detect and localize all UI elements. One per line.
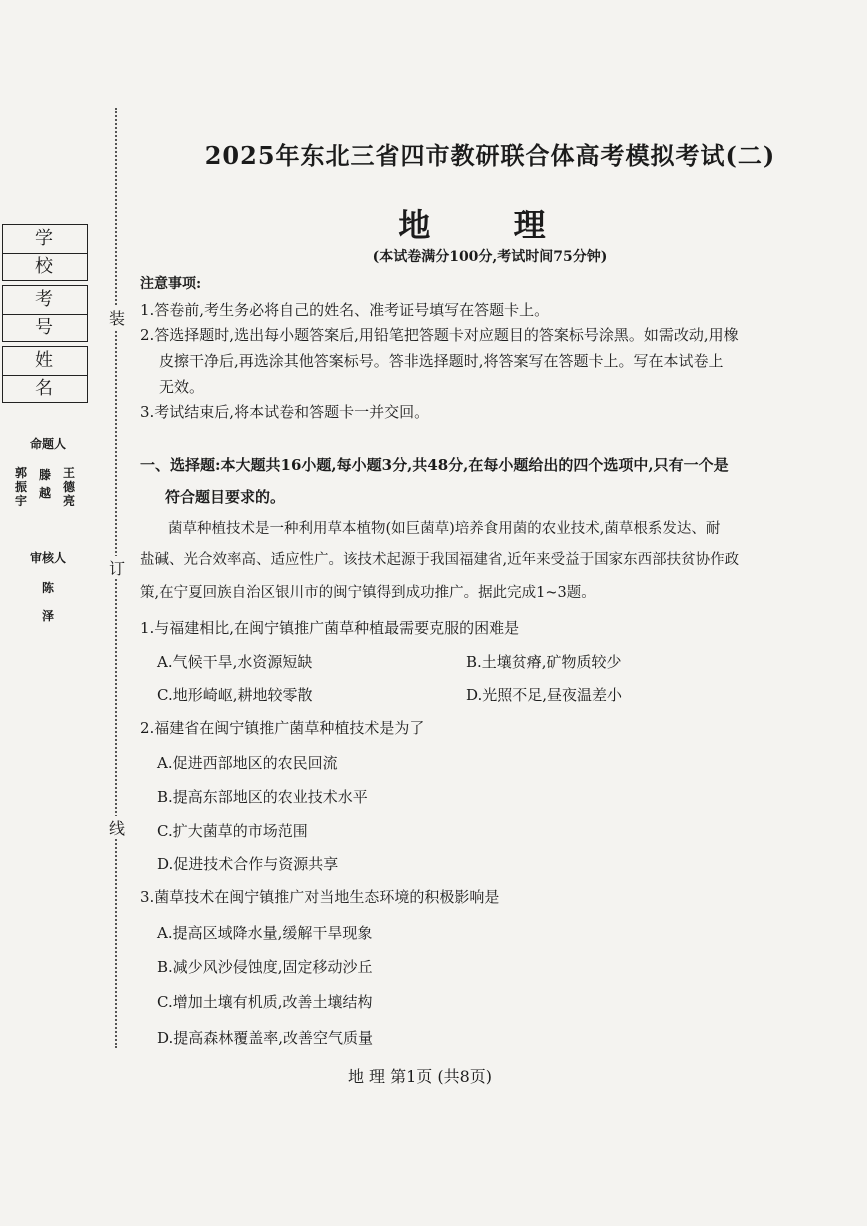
- question-3-option-b: B.减少风沙侵蚀度,固定移动沙丘: [157, 958, 373, 976]
- author-col-2: 滕越: [38, 468, 51, 500]
- notes-item-2-line-3: 无效。: [159, 378, 205, 396]
- question-3-option-d: D.提高森林覆盖率,改善空气质量: [157, 1029, 374, 1047]
- bind-char-ding: 订: [108, 556, 126, 579]
- question-2-option-a: A.促进西部地区的农民回流: [157, 754, 338, 772]
- notes-item-1: 1.答卷前,考生务必将自己的姓名、准考证号填写在答题卡上。: [140, 301, 550, 319]
- exam-number-label: 考 号: [3, 286, 87, 315]
- authors-label: 命题人: [29, 437, 66, 451]
- question-3-option-c: C.增加土壤有机质,改善土壤结构: [157, 993, 373, 1011]
- question-1-option-d: D.光照不足,昼夜温差小: [466, 686, 623, 704]
- section-1-heading-line-1: 一、选择题:本大题共16小题,每小题3分,共48分,在每小题给出的四个选项中,只有一个是: [140, 456, 729, 474]
- notes-item-2-line-2: 皮擦干净后,再选涂其他答案标号。答非选择题时,将答案写在答题卡上。写在本试卷上: [159, 352, 724, 370]
- notes-item-3: 3.考试结束后,将本试卷和答题卡一并交回。: [140, 403, 430, 421]
- bind-char-xian: 线: [108, 816, 126, 839]
- school-label: 学 校: [3, 225, 87, 254]
- exam-number-box: [2, 285, 88, 342]
- notes-item-2-line-1: 2.答选择题时,选出每小题答案后,用铅笔把答题卡对应题目的答案标号涂黑。如需改动,用橡: [140, 326, 739, 344]
- question-2-option-c: C.扩大菌草的市场范围: [157, 822, 308, 840]
- exam-title: 2025年东北三省四市教研联合体高考模拟考试(二): [204, 141, 776, 170]
- question-3-option-a: A.提高区域降水量,缓解干旱现象: [157, 924, 373, 942]
- subject-title: 地 理: [398, 206, 582, 244]
- question-1-option-a: A.气候干旱,水资源短缺: [157, 653, 313, 671]
- notes-heading: 注意事项:: [140, 276, 202, 292]
- reviewer-label: 审核人: [29, 551, 66, 565]
- page-footer: 地 理 第1页 (共8页): [347, 1067, 493, 1086]
- passage-line-1: 菌草种植技术是一种利用草本植物(如巨菌草)培养食用菌的农业技术,菌草根系发达、耐: [168, 521, 721, 537]
- score-time-note: (本试卷满分100分,考试时间75分钟): [372, 249, 608, 265]
- bind-char-zhuang: 装: [108, 306, 126, 329]
- author-col-1: 郭振宇: [14, 466, 27, 508]
- question-2-option-d: D.促进技术合作与资源共享: [157, 855, 339, 873]
- reviewer-name-1: 陈: [41, 581, 54, 595]
- passage-line-2: 盐碱、光合效率高、适应性广。该技术起源于我国福建省,近年来受益于国家东西部扶贫协作政: [140, 552, 740, 568]
- section-1-heading-line-2: 符合题目要求的。: [165, 488, 286, 506]
- school-box: [2, 224, 88, 281]
- question-2-option-b: B.提高东部地区的农业技术水平: [157, 788, 368, 806]
- question-1-option-c: C.地形崎岖,耕地较零散: [157, 686, 313, 704]
- reviewer-name-2: 泽: [41, 609, 54, 623]
- passage-line-3: 策,在宁夏回族自治区银川市的闽宁镇得到成功推广。据此完成1~3题。: [140, 585, 596, 601]
- author-col-3: 王德亮: [62, 466, 75, 508]
- name-box: [2, 346, 88, 403]
- question-1-stem: 1.与福建相比,在闽宁镇推广菌草种植最需要克服的困难是: [140, 619, 520, 637]
- question-2-stem: 2.福建省在闽宁镇推广菌草种植技术是为了: [140, 719, 425, 737]
- question-1-option-b: B.土壤贫瘠,矿物质较少: [466, 653, 622, 671]
- name-label: 姓 名: [3, 347, 87, 376]
- question-3-stem: 3.菌草技术在闽宁镇推广对当地生态环境的积极影响是: [140, 888, 500, 906]
